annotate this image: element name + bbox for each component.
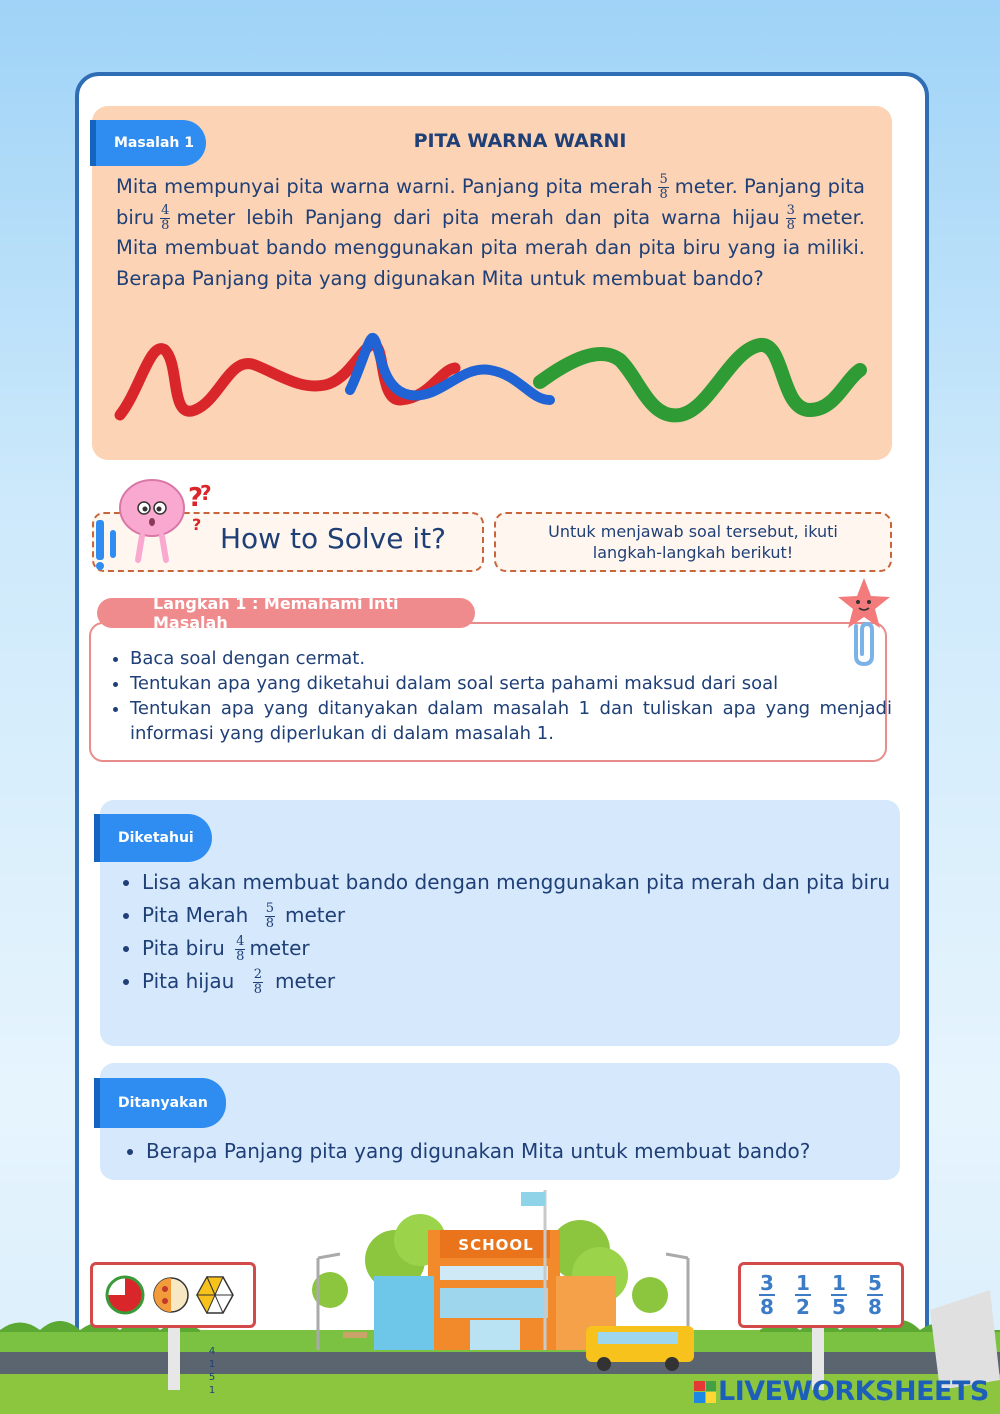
logo-badge-icon [694, 1381, 716, 1403]
list-item-hijau: • Pita hijau $\frac{2}{8}$ meter [142, 965, 900, 998]
known-list [118, 866, 900, 998]
list-item: • Baca soal dengan cermat. [130, 646, 892, 671]
list-item-biru: • Pita biru $\frac{4}{8}$ meter [142, 932, 900, 965]
fraction-biru: $\frac{4}{8}$ [161, 202, 170, 233]
fraction-merah: $\frac{5}{8}$ [659, 172, 668, 202]
footer-fractions: 4 1 5 1 [208, 1346, 216, 1396]
instruction-hint: Untuk menjawab soal tersebut, ikuti langkah-langkah berikut! [494, 512, 892, 572]
problem-tag: Masalah 1 [90, 120, 206, 166]
logo-text: LIVEWORKSHEETS [718, 1376, 989, 1407]
sign-fraction: $\frac{1}{5}$ [832, 1271, 846, 1319]
step-list [108, 646, 892, 746]
known-tag: Diketahui [94, 814, 212, 862]
fraction-hijau: $\frac{3}{8}$ [786, 202, 795, 233]
asked-tag: Ditanyakan [94, 1078, 226, 1128]
list-item: • Lisa akan membuat bando dengan menggunakan pita merah dan pita biru [142, 866, 900, 899]
list-item: • Berapa Panjang pita yang digunakan Mita untuk membuat bando? [146, 1136, 906, 1166]
problem-text: Mita mempunyai pita warna warni. Panjang pita merah $\frac{5}{8}$ meter. Panjang pita biru $\frac{4}{8}$ meter lebih Panjang dari pita merah dan pita warna hijau $\frac{3}{8}$ meter. Mita membuat bando menggunakan pita merah dan pita biru yang ia miliki. Berapa Panjang pita yang digunakan Mita untuk membuat bando? [116, 172, 865, 290]
svg-text:?: ? [200, 481, 212, 505]
sign-fraction: $\frac{5}{8}$ [868, 1271, 882, 1319]
ribbon-illustration [110, 330, 870, 430]
fraction-sign [738, 1262, 904, 1328]
fraction-shapes-sign [90, 1262, 256, 1328]
list-item-merah: • Pita Merah $\frac{5}{8}$ meter [142, 899, 900, 932]
svg-text:?: ? [192, 515, 202, 534]
sign-fraction: $\frac{1}{2}$ [796, 1271, 810, 1319]
fraction-shapes-icon [93, 1265, 253, 1325]
list-item: • Tentukan apa yang ditanyakan dalam masalah 1 dan tuliskan apa yang menjadi informasi yang diperlukan di dalam masalah 1. [130, 696, 892, 746]
asked-list [122, 1136, 906, 1166]
svg-text:?: ? [188, 483, 204, 513]
confused-brain-icon [92, 470, 216, 574]
step-title: Langkah 1 : Memahami Inti Masalah [97, 598, 475, 628]
problem-title: PITA WARNA WARNI [413, 130, 627, 152]
how-to-title: How to Solve it? [220, 522, 446, 555]
liveworksheets-logo[interactable] [694, 1376, 989, 1407]
school-label: SCHOOL [458, 1236, 534, 1254]
sign-fraction: $\frac{3}{8}$ [760, 1271, 774, 1319]
list-item: • Tentukan apa yang diketahui dalam soal serta pahami maksud dari soal [130, 671, 892, 696]
